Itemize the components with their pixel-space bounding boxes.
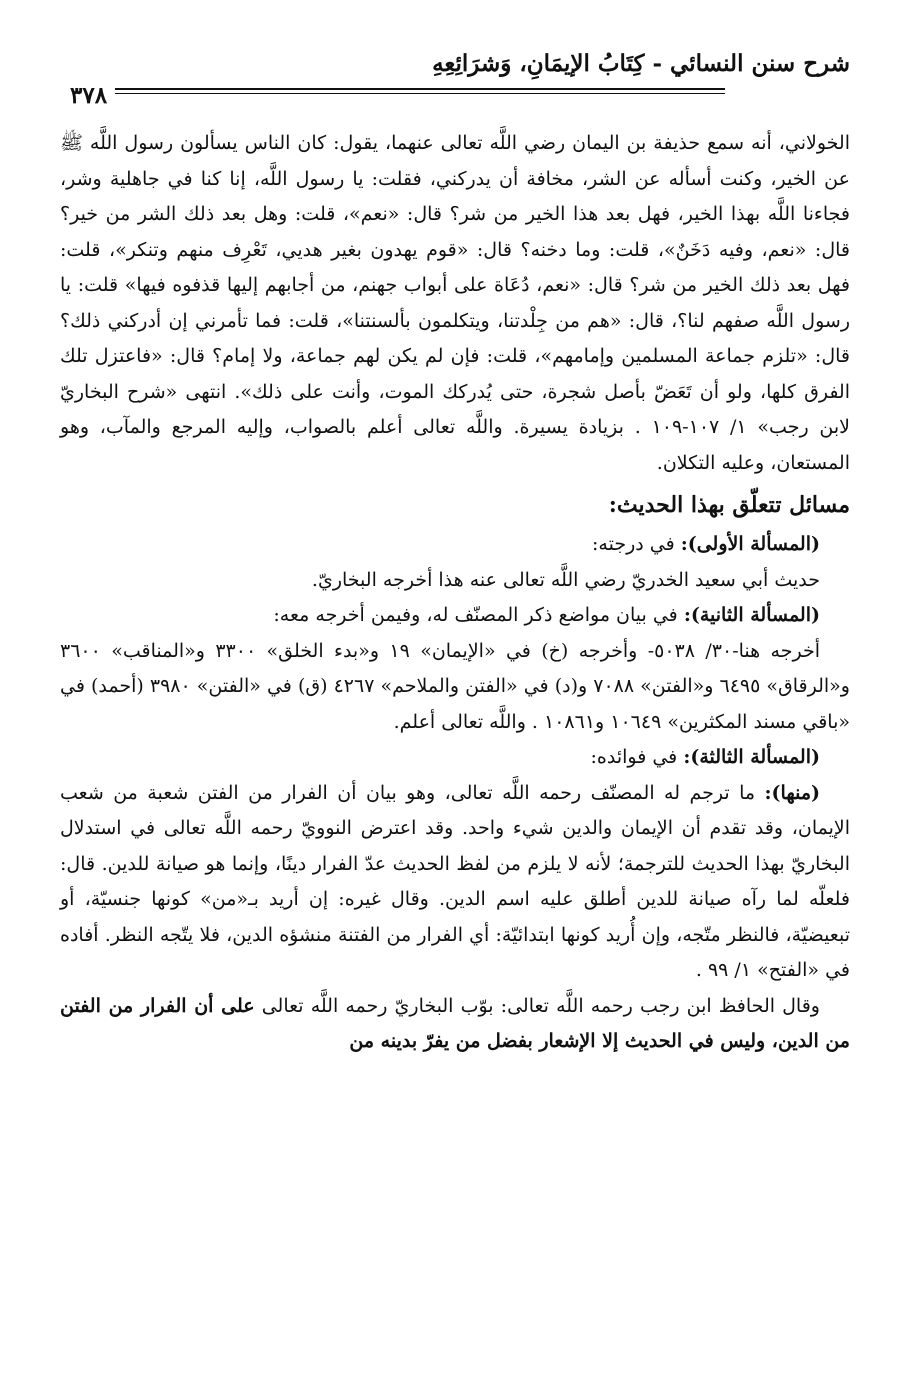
- benefit-text: ما ترجم له المصنّف رحمه اللَّه تعالى، وهو بيان أن الفرار من الفتن شعبة من شعب الإيمان، وقد تقدم أن الإيمان والدين شيء واحد. وقد اعترض النوويّ رحمه اللَّه تعالى في استدلال البخاريّ بهذا الحديث للترجمة؛ لأنه لا يلزم من لفظ الحديث عدّ الفرار دينًا، وإنما هو صيانة للدين. قال: فلعلّه لما رآه صيانة للدين أطلق عليه اسم الدين. وقال غيره: إن أريد بـ«من» كونها جنسيّة، أو تبعيضيّة، فالنظر متّجه، وإن أُريد كونها ابتدائيّة: أي الفرار من الفتنة منشؤه الدين، فلا يتّجه النظر. أفاده في «الفتح» ١/ ٩٩ .: [60, 781, 850, 981]
- issue-3-title: في فوائده:: [590, 746, 684, 768]
- running-header: [60, 38, 850, 112]
- header-rule-thin: [60, 93, 725, 94]
- header-title: شرح سنن النسائي - كِتَابُ الإيمَانِ، وَشرَائِعِهِ: [432, 50, 850, 77]
- page-number: ٣٧٨: [60, 82, 115, 110]
- issue-3-heading: [60, 740, 850, 776]
- issue-1-label: (المسألة الأولى):: [680, 533, 820, 555]
- ibn-rajab-paragraph: [60, 989, 850, 1060]
- issue-2-heading: [60, 598, 850, 634]
- issue-1-heading: [60, 527, 850, 563]
- ibn-rajab-text: وقال الحافظ ابن رجب رحمه اللَّه تعالى: بوّب البخاريّ رحمه اللَّه تعالى: [254, 994, 820, 1017]
- hadith-paragraph: الخولاني، أنه سمع حذيفة بن اليمان رضي اللَّه تعالى عنهما، يقول: كان الناس يسألون رسول اللَّه ﷺ عن الخير، وكنت أسأله عن الشر، مخافة أن يدركني، فقلت: يا رسول اللَّه، إنا كنا في جاهلية وشر، فجاءنا اللَّه بهذا الخير، فهل بعد هذا الخير من شر؟ قال: «نعم»، قلت: وهل بعد ذلك الشر من خير؟ قال: «نعم، وفيه دَخَنٌ»، قلت: وما دخنه؟ قال: «قوم يهدون بغير هديي، تَعْرِف منهم وتنكر»، قلت: فهل بعد ذلك الخير من شر؟ قال: «نعم، دُعَاة على أبواب جهنم، من أجابهم إليها قذفوه فيها» قلت: يا رسول اللَّه صفهم لنا؟، قال: «هم من جِلْدتنا، ويتكلمون بألسنتنا»، قلت: فما تأمرني إن أدركني ذلك؟ قال: «تلزم جماعة المسلمين وإمامهم»، قلت: فإن لم يكن لهم جماعة، ولا إمام؟ قال: «فاعتزل تلك الفرق كلها، ولو أن تَعَضّ بأصل شجرة، حتى يُدركك الموت، وأنت على ذلك». انتهى «شرح البخاريّ لابن رجب» ١/ ١٠٧-١٠٩ . بزيادة يسيرة. واللَّه تعالى أعلم بالصواب، وإليه المرجع والمآب، وهو المستعان، وعليه التكلان.: [60, 132, 850, 474]
- issue-1-body: حديث أبي سعيد الخدريّ رضي اللَّه تعالى عنه هذا أخرجه البخاريّ.: [311, 568, 820, 591]
- benefit-label: (منها):: [764, 781, 820, 804]
- issue-2-title: في بيان مواضع ذكر المصنّف له، وفيمن أخرجه معه:: [273, 604, 684, 626]
- issue-3-body: [60, 776, 850, 989]
- issue-1-title: في درجته:: [592, 533, 681, 555]
- book-page: [60, 38, 850, 1338]
- issue-3-label: (المسألة الثالثة):: [683, 746, 820, 768]
- issue-2-body: أخرجه هنا-٣٠/ ٥٠٣٨- وأخرجه (خ) في «الإيمان» ١٩ و«بدء الخلق» ٣٣٠٠ و«المناقب» ٣٦٠٠ و«الرقاق» ٦٤٩٥ و«الفتن» ٧٠٨٨ و(د) في «الفتن والملاحم» ٤٢٦٧ (ق) في «الفتن» ٣٩٨٠ (أحمد) في «باقي مسند المكثرين» ١٠٦٤٩ و١٠٨٦١ . واللَّه تعالى أعلم.: [60, 639, 850, 733]
- header-rule: [60, 88, 725, 90]
- ibn-rajab-bold-text: على أن الفرار من الفتن من الدين، وليس في الحديث إلا الإشعار بفضل من يفرّ بدينه من: [60, 994, 850, 1052]
- section-heading: مسائل تتعلّق بهذا الحديث:: [608, 492, 850, 518]
- body-text: [60, 126, 850, 1060]
- issue-2-label: (المسألة الثانية):: [683, 604, 820, 626]
